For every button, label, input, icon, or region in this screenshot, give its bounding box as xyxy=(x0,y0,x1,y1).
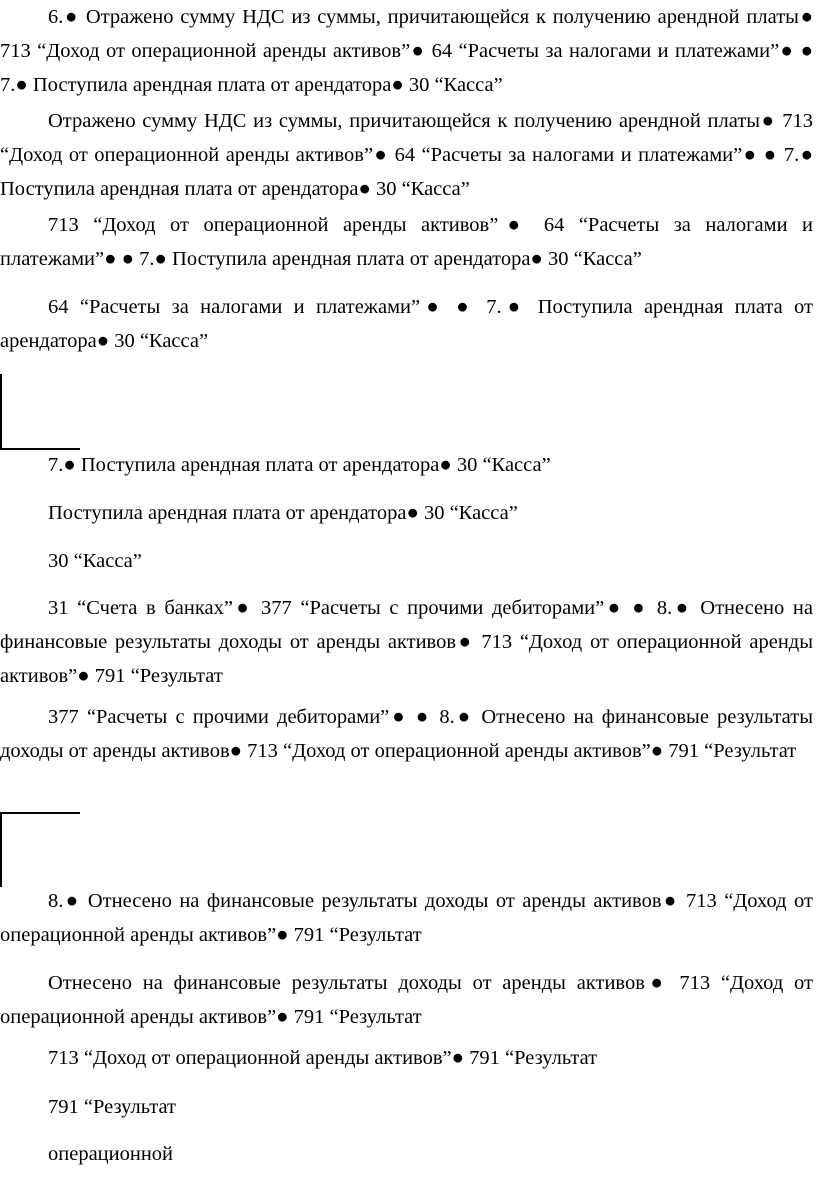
paragraph-6-vat: 6.● Отражено сумму НДС из суммы, причитающейся к получению арендной платы● 713 “Доход от операционной аренды активов”● 64 “Расчеты за налогами и платежами”● ● 7.● Поступила арендная плата от арендатора● 30 “Касса” xyxy=(0,6,813,96)
paragraph-financial-results: Отнесено на финансовые результаты доходы от аренды активов● 713 “Доход от операционной аренды активов”● 791 “Результат xyxy=(0,972,813,1028)
paragraph-vat-reflected: Отражено сумму НДС из суммы, причитающейся к получению арендной платы● 713 “Доход от операционной аренды активов”● 64 “Расчеты за налогами и платежами”● ● 7.● Поступила арендная плата от арендатора● 30 “Касса” xyxy=(0,110,813,200)
paragraph-operational: операционной xyxy=(48,1143,174,1165)
paragraph-30-cash: 30 “Касса” xyxy=(48,550,142,572)
paragraph-64-taxes: 64 “Расчеты за налогами и платежами”● ● 7.● Поступила арендная плата от арендатора● 30 “Касса” xyxy=(0,296,813,352)
bracket-horizontal-line-2 xyxy=(0,812,80,814)
paragraph-8-financial-results: 8.● Отнесено на финансовые результаты доходы от аренды активов● 713 “Доход от операционной аренды активов”● 791 “Результат xyxy=(0,890,813,946)
paragraph-791-result: 791 “Результат xyxy=(48,1096,177,1118)
bracket-vertical-line-2 xyxy=(0,812,2,887)
bracket-vertical-line-1 xyxy=(0,374,2,449)
paragraph-713-791: 713 “Доход от операционной аренды активов”● 791 “Результат xyxy=(48,1047,598,1069)
paragraph-rent-received: Поступила арендная плата от арендатора● 30 “Касса” xyxy=(48,502,518,524)
paragraph-713-income: 713 “Доход от операционной аренды активов”● 64 “Расчеты за налогами и платежами”● ● 7.● Поступила арендная плата от арендатора● 30 “Касса” xyxy=(0,214,813,270)
paragraph-31-bank: 31 “Счета в банках”● 377 “Расчеты с прочими дебиторами”● ● 8.● Отнесено на финансовые результаты доходы от аренды активов● 713 “Доход от операционной аренды активов”● 791 “Результат xyxy=(0,597,813,687)
paragraph-7-rent-received: 7.● Поступила арендная плата от арендатора● 30 “Касса” xyxy=(48,454,551,476)
paragraph-377-debtors: 377 “Расчеты с прочими дебиторами”● ● 8.● Отнесено на финансовые результаты доходы от аренды активов● 713 “Доход от операционной аренды активов”● 791 “Результат xyxy=(0,706,813,762)
